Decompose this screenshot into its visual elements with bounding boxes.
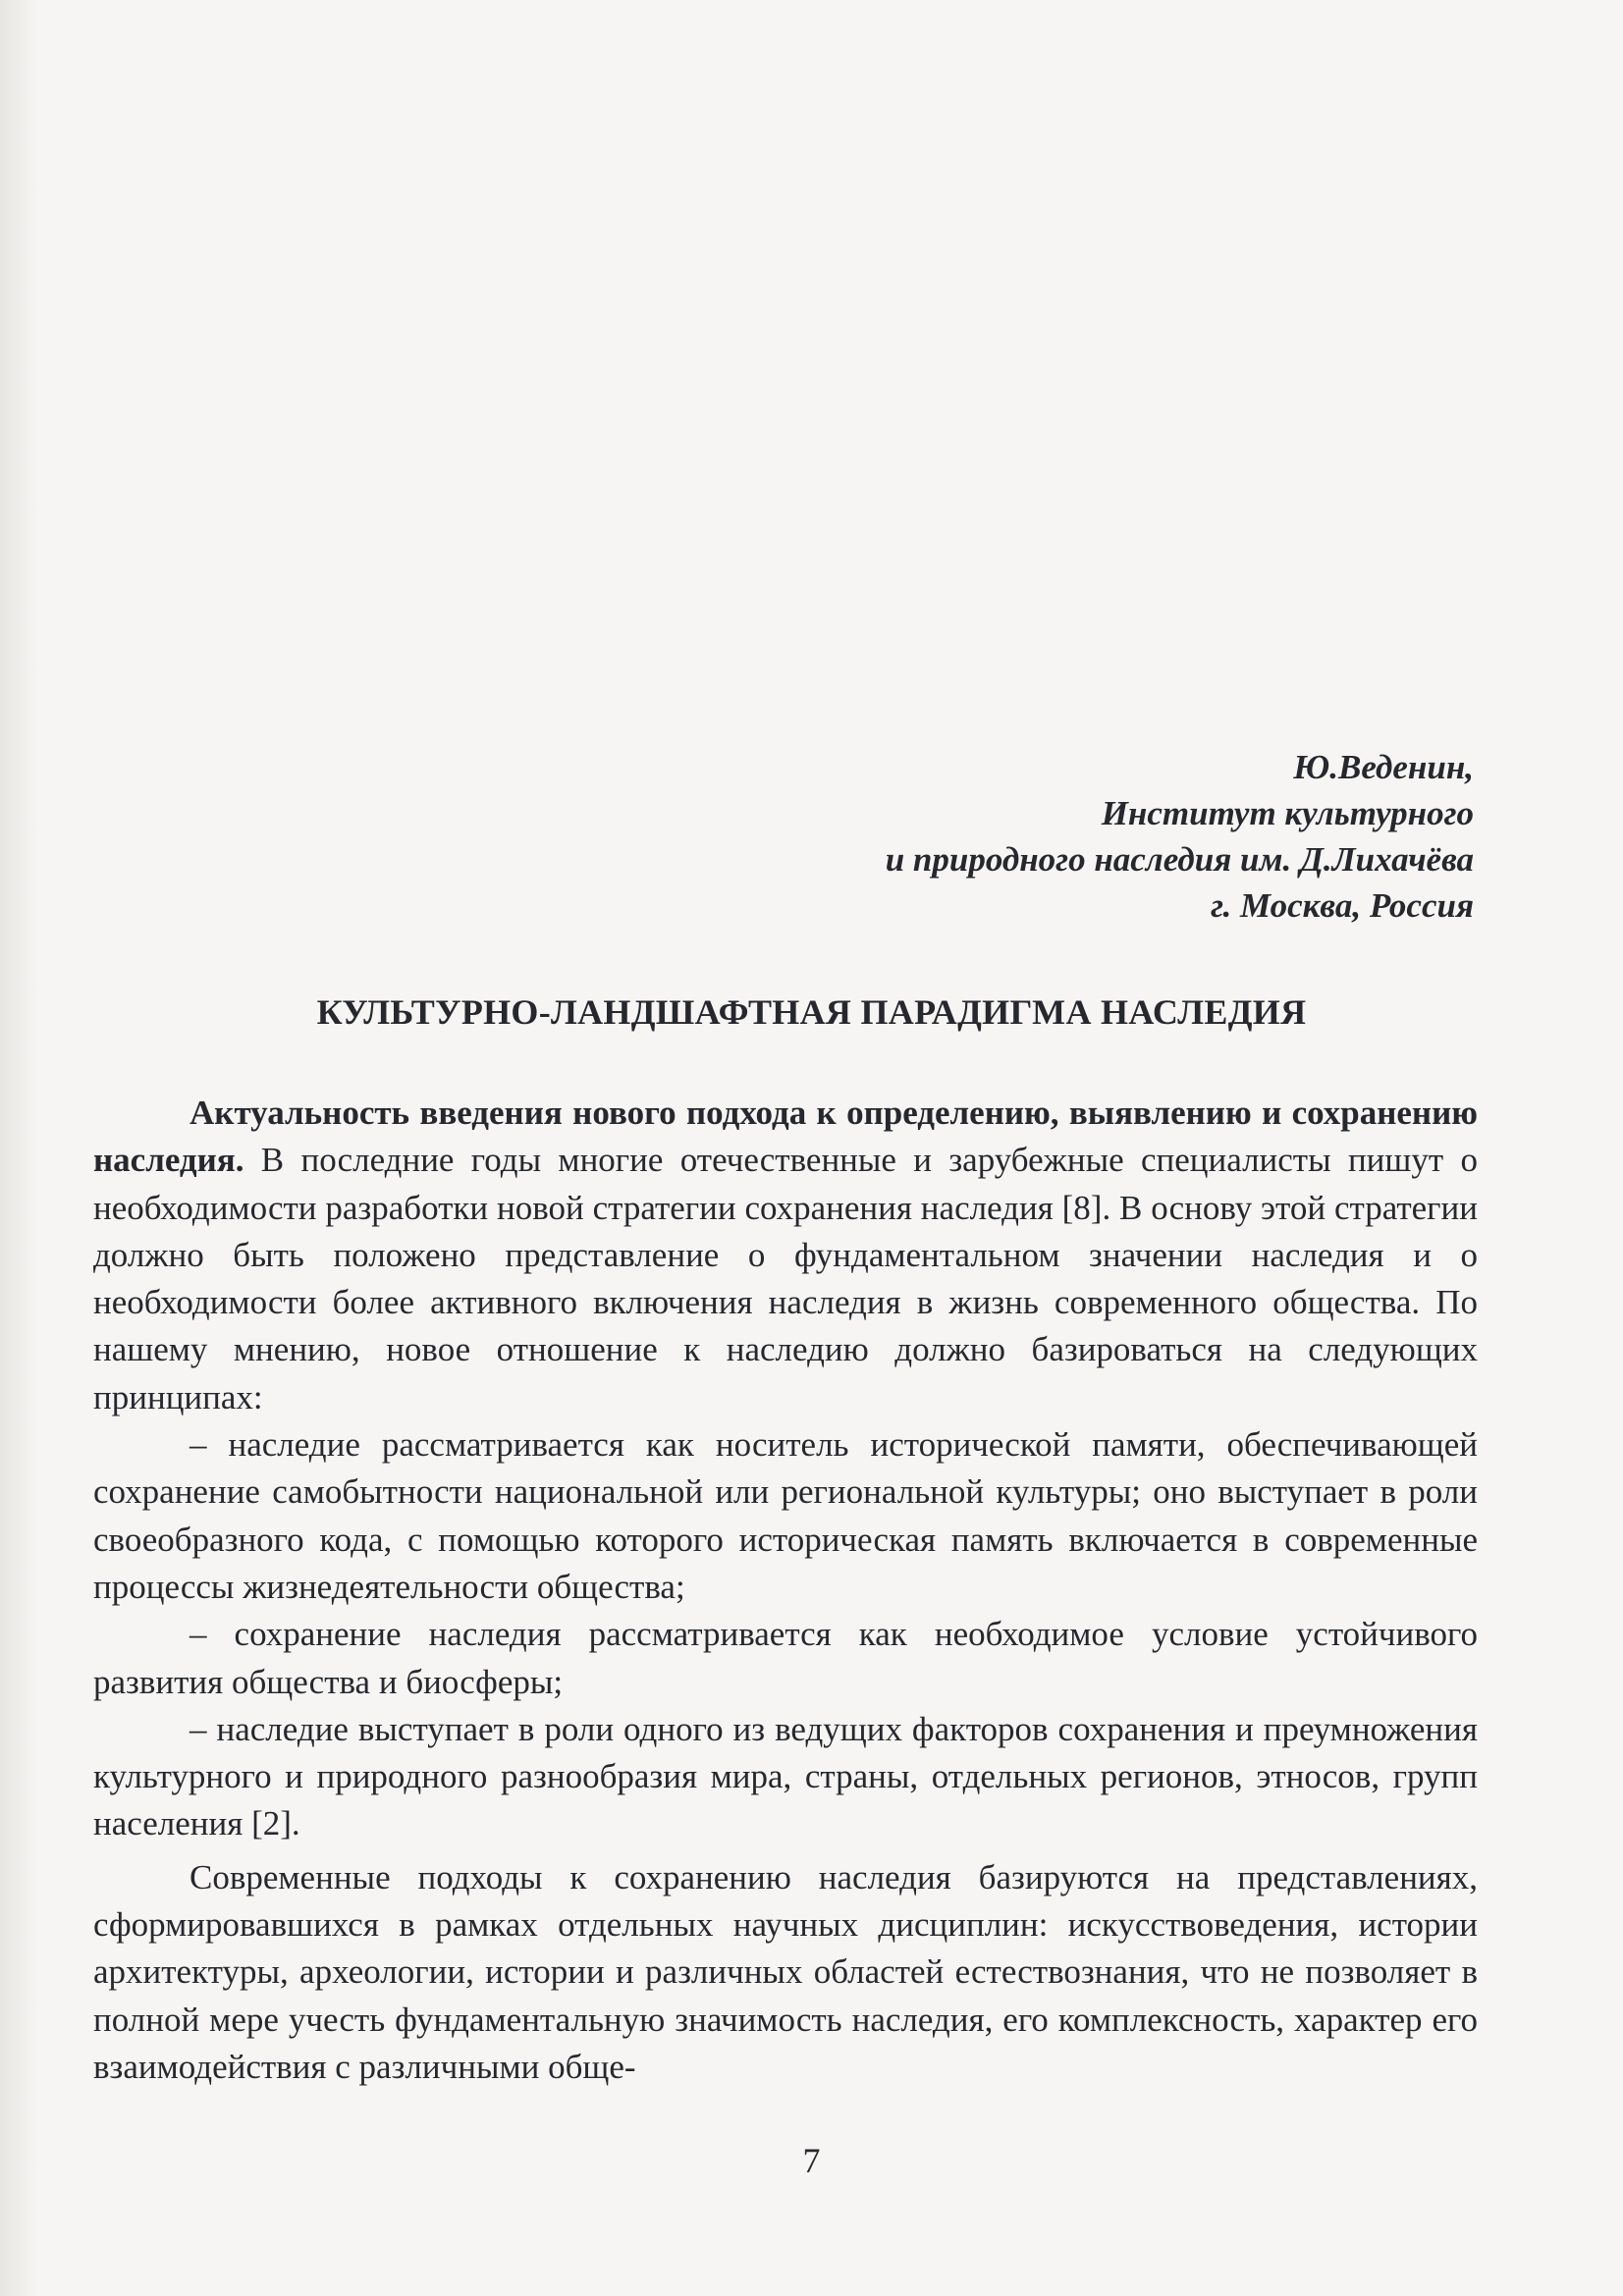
paragraph-principle-3: – наследие выступает в роли одного из ведущих факторов сохранения и преумножения культурного и природного разнообразия мира, страны, отдельных регионов, этносов, групп населения [2]. <box>93 1709 1478 1843</box>
author-block <box>886 744 1474 929</box>
paragraph-principle-2: – сохранение наследия рассматривается как необходимое условие устойчивого развития общества и биосферы; <box>93 1615 1478 1701</box>
scan-shadow <box>0 0 39 2296</box>
paragraph-modern-approaches: Современные подходы к сохранению наследия базируются на представлениях, сформировавшихся в рамках отдельных научных дисциплин: искусствоведения, истории архитектуры, археологии, истории и различных областей естествознания, что не позволяет в полной мере учесть фундаментальную значимость наследия, его комплексность, характер его взаимодействия с различными обще- <box>93 1857 1478 2086</box>
paragraph-text: В последние годы многие отечественные и зарубежные специалисты пишут о необходимости разработки новой стратегии сохранения наследия [8]. В основу этой стратегии должно быть положено представление о фундаментальном значении наследия и о необходимости более активного включения наследия в жизнь современного общества. По нашему мнению, новое отношение к наследию должно базироваться на следующих принципах: <box>93 1141 1478 1416</box>
article-body <box>93 1090 1478 2091</box>
author-affiliation-line2: и природного наследия им. Д.Лихачёва <box>885 840 1474 879</box>
paragraph-lead: Актуальность введения нового подхода к определению, выявлению и сохранению наследия. <box>93 1094 1478 1180</box>
author-affiliation-line1: Институт культурного <box>1101 794 1474 832</box>
author-name: Ю.Веденин, <box>1293 748 1474 786</box>
page-number: 7 <box>802 2141 821 2180</box>
paragraph-principle-1: – наследие рассматривается как носитель исторической памяти, обеспечивающей сохранение самобытности национальной или региональной культуры; оно выступает в роли своеобразного кода, с помощью которого историческая память включается в современные процессы жизнедеятельности общества; <box>93 1425 1478 1606</box>
author-location: г. Москва, Россия <box>1211 886 1474 925</box>
article-title: КУЛЬТУРНО-ЛАНДШАФТНАЯ ПАРАДИГМА НАСЛЕДИЯ <box>316 992 1307 1032</box>
paragraph-intro <box>93 1090 1478 1421</box>
